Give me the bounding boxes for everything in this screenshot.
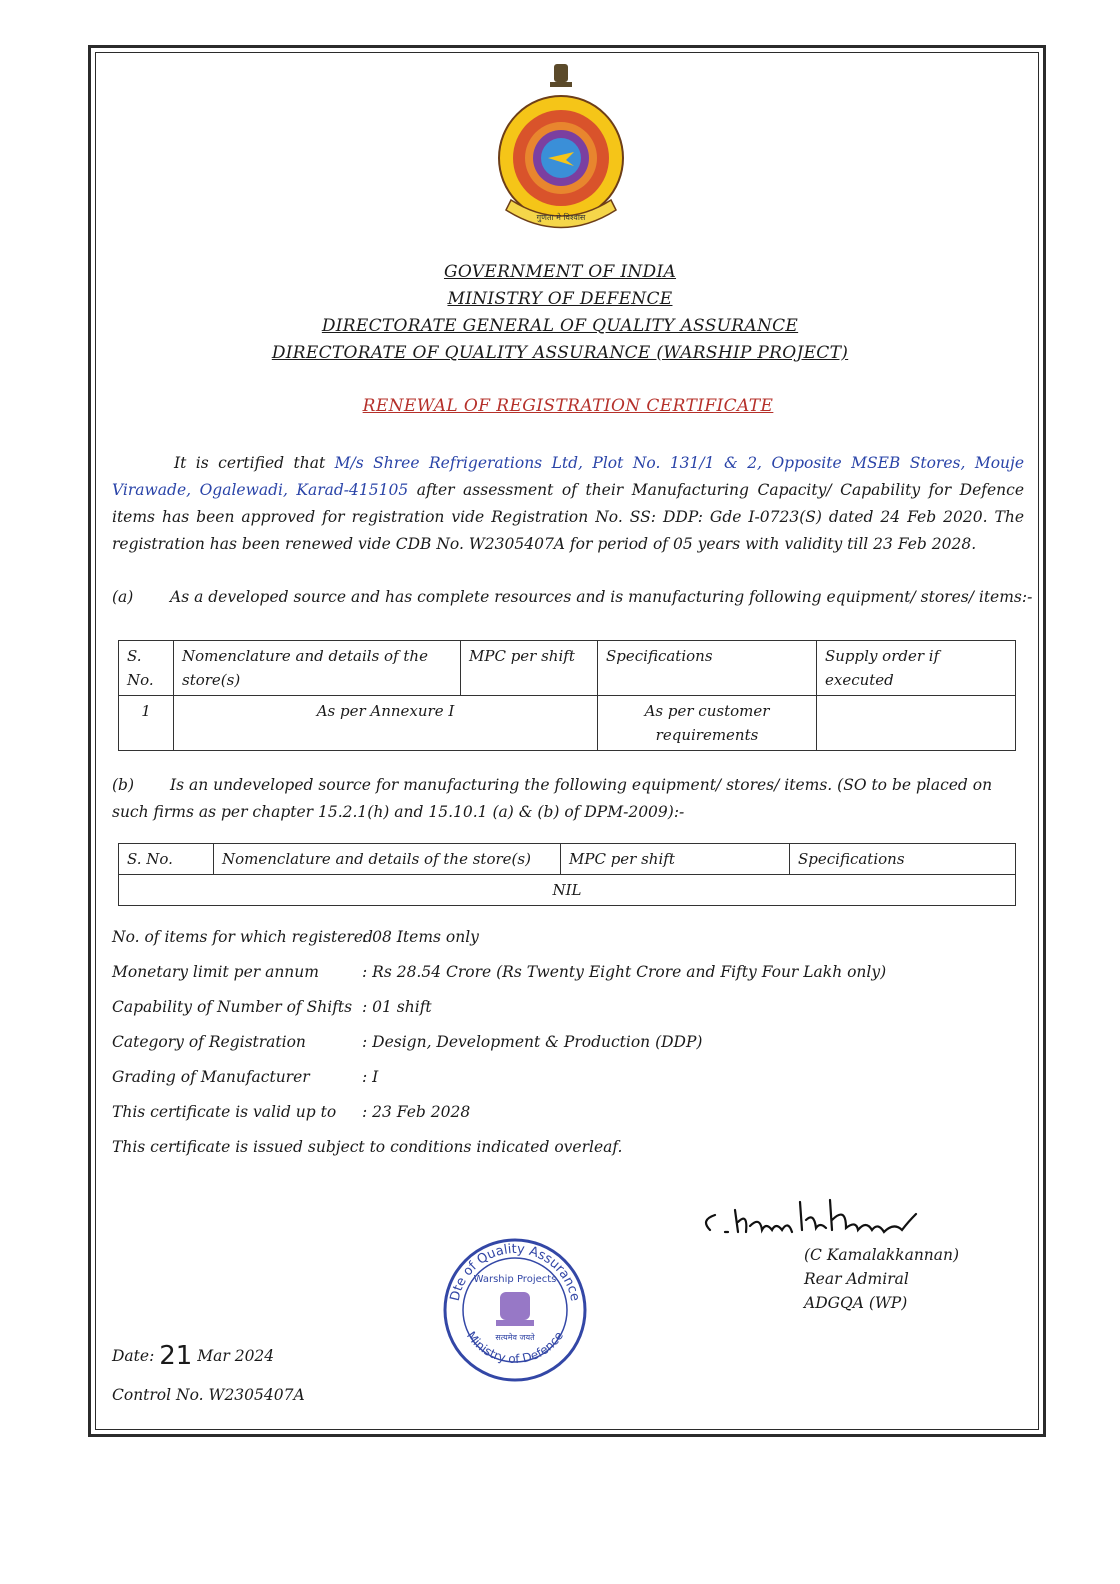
date-month-year: Mar 2024 — [197, 1347, 275, 1365]
table-row — [119, 875, 1016, 906]
header-line-4: DIRECTORATE OF QUALITY ASSURANCE (WARSHIP PROJECT) — [271, 343, 849, 363]
table-a-cell — [817, 696, 1016, 751]
date-day: 21 — [159, 1341, 193, 1371]
table-a-header: Nomenclature and details of the store(s) — [174, 641, 461, 696]
intro-lead: It is certified that — [174, 454, 326, 472]
table-a-header-row — [119, 641, 1016, 696]
table-b-header: Nomenclature and details of the store(s) — [214, 844, 561, 875]
section-a-label: (a) — [112, 588, 134, 606]
detail-value: : Rs 28.54 Crore (Rs Twenty Eight Crore and Fifty Four Lakh only) — [362, 963, 887, 981]
table-row — [119, 696, 1016, 751]
national-emblem-icon — [550, 64, 572, 87]
detail-key: No. of items for which registered — [112, 928, 373, 946]
table-b-header: MPC per shift — [561, 844, 790, 875]
lion-capital-icon — [496, 1292, 534, 1326]
emblem-motto: गुणता मे विश्वास — [536, 213, 586, 222]
control-label: Control No. — [112, 1386, 204, 1404]
conditions-note: This certificate is issued subject to conditions indicated overleaf. — [112, 1138, 623, 1156]
seal-top-text: Dte of Quality Assurance — [447, 1241, 583, 1303]
seal-inner-text: Warship Projects — [473, 1274, 557, 1285]
table-a-cell: 1 — [119, 696, 174, 751]
issue-date — [112, 1338, 275, 1371]
detail-value: : I — [362, 1068, 379, 1086]
signatory-designation: ADGQA (WP) — [804, 1294, 908, 1312]
table-a-cell: As per Annexure I — [174, 696, 598, 751]
table-a-cell: As per customer requirements — [598, 696, 817, 751]
intro-paragraph — [112, 450, 1024, 558]
header-line-3: DIRECTORATE GENERAL OF QUALITY ASSURANCE — [321, 316, 799, 336]
detail-key: Category of Registration — [112, 1033, 306, 1051]
table-b-header: S. No. — [119, 844, 214, 875]
detail-key: Monetary limit per annum — [112, 963, 319, 981]
table-a-header: S. No. — [119, 641, 174, 696]
control-value: W2305407A — [208, 1386, 305, 1404]
section-b-label: (b) — [112, 776, 135, 794]
section-a — [112, 588, 1032, 606]
table-b-header-row — [119, 844, 1016, 875]
detail-value: : 01 shift — [362, 998, 432, 1016]
seal-center-text: सत्यमेव जयते — [495, 1333, 535, 1342]
table-a-header: Specifications — [598, 641, 817, 696]
signature — [690, 1190, 990, 1250]
table-b-nil: NIL — [119, 875, 1016, 906]
table-a-header: Supply order if executed — [817, 641, 1016, 696]
header-line-2: MINISTRY OF DEFENCE — [447, 289, 673, 309]
table-a — [118, 640, 1016, 751]
detail-key: Grading of Manufacturer — [112, 1068, 310, 1086]
table-b — [118, 843, 1016, 906]
intro-body: after assessment of their Manufacturing Capacity/ Capability for Defence items has been approved for registration vide Registration No. SS: DDP: Gde I-0723(S) dated 24 Feb 2020. The registration has been renewed vide CDB No. W2305407A for period of 05 years with validity till 23 Feb 2028. — [112, 481, 1024, 553]
header-line-1: GOVERNMENT OF INDIA — [443, 262, 677, 282]
firm-name: M/s Shree Refrigerations Ltd, Plot No. 131/1 & 2, Opposite MSEB Stores, Mouje Virawade, Ogalewadi, Karad-415105 — [112, 454, 1025, 499]
control-number — [112, 1386, 305, 1404]
detail-key: Capability of Number of Shifts — [112, 998, 353, 1016]
certificate-title: RENEWAL OF REGISTRATION CERTIFICATE — [362, 396, 774, 416]
section-a-text: As a developed source and has complete resources and is manufacturing following equipment/ stores/ items:- — [170, 588, 1033, 606]
date-label: Date: — [112, 1347, 155, 1365]
official-seal — [440, 1230, 590, 1390]
detail-value: : 08 Items only — [362, 928, 479, 946]
signatory-name: (C Kamalakkannan) — [804, 1246, 960, 1264]
detail-value: : 23 Feb 2028 — [362, 1103, 471, 1121]
signatory-rank: Rear Admiral — [804, 1270, 909, 1288]
section-b-text: Is an undeveloped source for manufacturing the following equipment/ stores/ items. (SO to be placed on such firms as per chapter 15.2.1(h) and 15.10.1 (a) & (b) of DPM-2009):- — [112, 776, 993, 821]
detail-key: This certificate is valid up to — [112, 1103, 337, 1121]
table-b-header: Specifications — [790, 844, 1016, 875]
seal-bottom-text: Ministry of Defence — [463, 1328, 567, 1367]
table-a-header: MPC per shift — [461, 641, 598, 696]
section-b — [112, 772, 1024, 826]
dgqa-emblem — [486, 60, 636, 240]
detail-value: : Design, Development & Production (DDP) — [362, 1033, 703, 1051]
